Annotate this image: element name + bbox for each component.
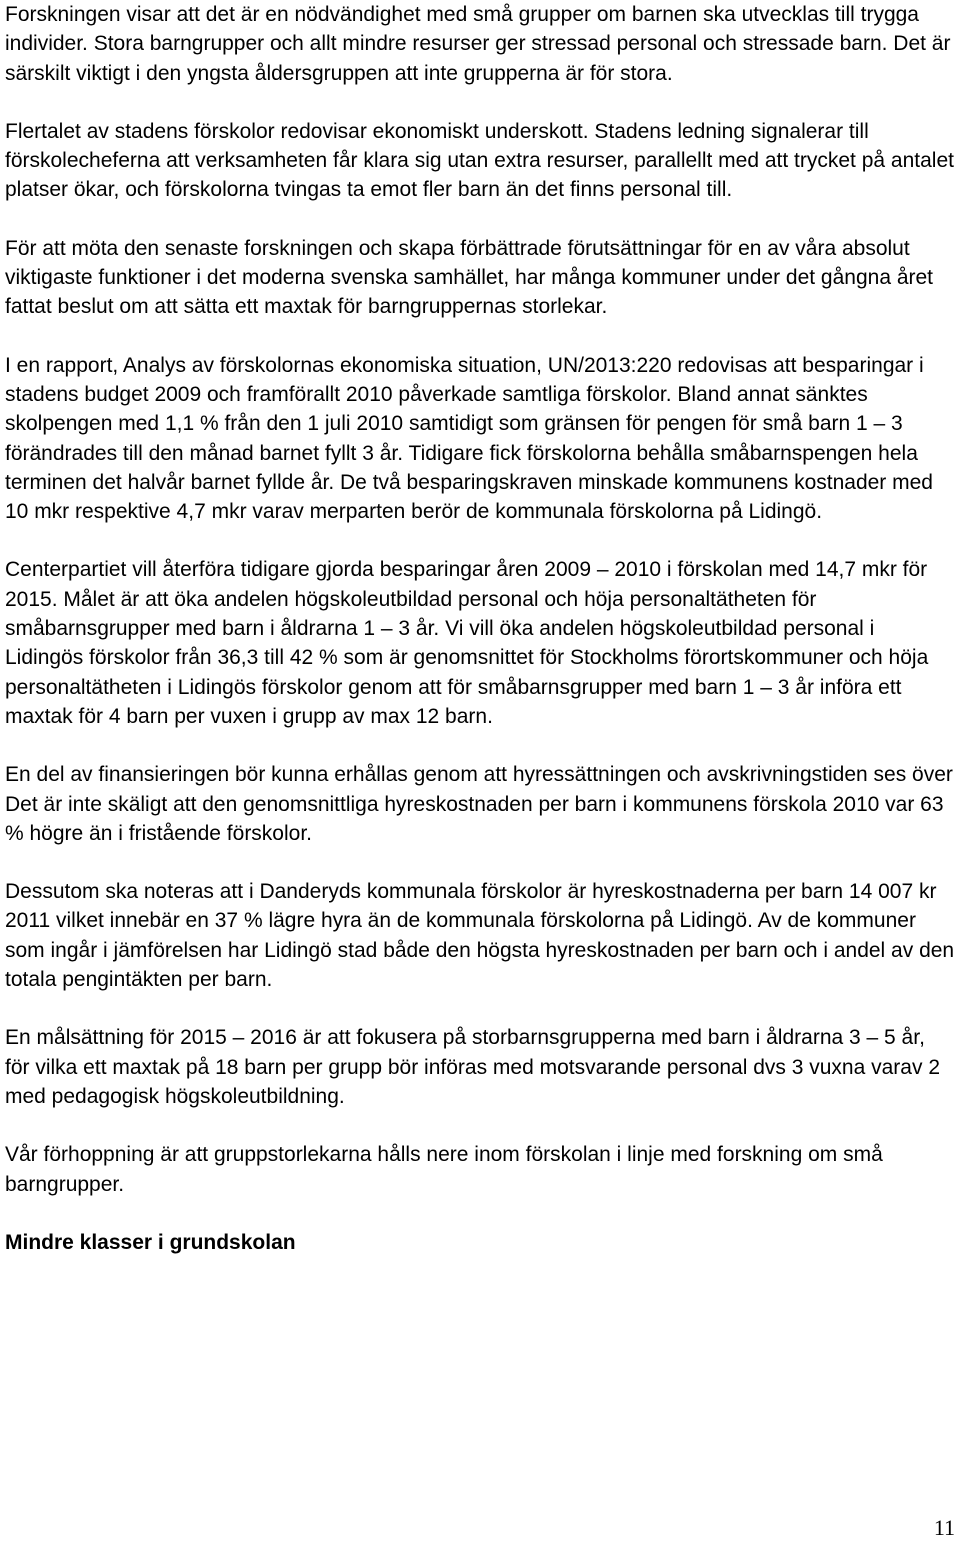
paragraph-goal: En målsättning för 2015 – 2016 är att fokusera på storbarnsgrupperna med barn i åldrarna 3 – 5 år, för vilka ett maxtak på 18 barn per grupp bör införas med motsvarande personal dvs 3 vuxna varav 2 med pedagogisk högskoleutbildning. [5, 1026, 940, 1108]
document-page [5, 0, 955, 1286]
paragraph-research: Forskningen visar att det är en nödvändighet med små grupper om barnen ska utvecklas till trygga individer. Stora barngrupper och allt mindre resurser ger stressad personal och stressade barn. Det är särskilt viktigt i den yngsta åldersgruppen att inte grupperna är för stora. [5, 3, 951, 85]
paragraph-financing: En del av finansieringen bör kunna erhållas genom att hyressättningen och avskrivningstiden ses över Det är inte skäligt att den genomsnittliga hyreskostnaden per barn i kommunens förskola 2010 var 63 % högre än i fristående förskolor. [5, 763, 953, 845]
section-heading: Mindre klasser i grundskolan [5, 1230, 296, 1254]
page-number: 11 [933, 1515, 955, 1540]
paragraph-hope: Vår förhoppning är att gruppstorlekarna hålls nere inom förskolan i linje med forskning om små barngrupper. [5, 1143, 883, 1196]
paragraph-maxtak: För att möta den senaste forskningen och skapa förbättrade förutsättningar för en av våra absolut viktigaste funktioner i det moderna svenska samhället, har många kommuner under det gångna året fattat beslut om att sätta ett maxtak för barngruppernas storlekar. [5, 236, 934, 319]
paragraph-centerpartiet: Centerpartiet vill återföra tidigare gjorda besparingar åren 2009 – 2010 i förskolan med 14,7 mkr för 2015. Målet är att öka andelen högskoleutbildad personal och höja personaltätheten för småbarnsgrupper med barn i åldrarna 1 – 3 år. Vi vill öka andelen högskoleutbildad personal i Lidingös förskolor från 36,3 till 42 % som är genomsnittet för Stockholms förortskommuner och höja personaltätheten i Lidingös förskolor genom att för småbarnsgrupper med barn 1 – 3 år införa ett maxtak för 4 barn per vuxen i grupp av max 12 barn. [5, 558, 929, 728]
paragraph-report: I en rapport, Analys av förskolornas ekonomiska situation, UN/2013:220 redovisas att besparingar i stadens budget 2009 och framförallt 2010 påverkade samtliga förskolor. Bland annat sänktes skolpengen med 1,1 % från den 1 juli 2010 samtidigt som gränsen för pengen för små barn 1 – 3 förändrades till den månad barnet fyllt 3 år. Tidigare fick förskolorna behålla småbarnspengen hela terminen det halvår barnet fyllde år. De två besparingskraven minskade kommunens kostnader med 10 mkr respektive 4,7 mkr varav merparten berör de kommunala förskolorna på Lidingö. [5, 353, 933, 524]
paragraph-deficit: Flertalet av stadens förskolor redovisar ekonomiskt underskott. Stadens ledning signalerar till förskolecheferna att verksamheten får klara sig utan extra resurser, parallellt med att trycket på antalet platser ökar, och förskolorna tvingas ta emot fler barn än det finns personal till. [5, 119, 954, 202]
paragraph-danderyd: Dessutom ska noteras att i Danderyds kommunala förskolor är hyreskostnaderna per barn 14 007 kr 2011 vilket innebär en 37 % lägre hyra än de kommunala förskolorna på Lidingö. Av de kommuner som ingår i jämförelsen har Lidingö stad både den högsta hyreskostnaden per barn och i andel av den totala pengintäkten per barn. [5, 880, 955, 992]
